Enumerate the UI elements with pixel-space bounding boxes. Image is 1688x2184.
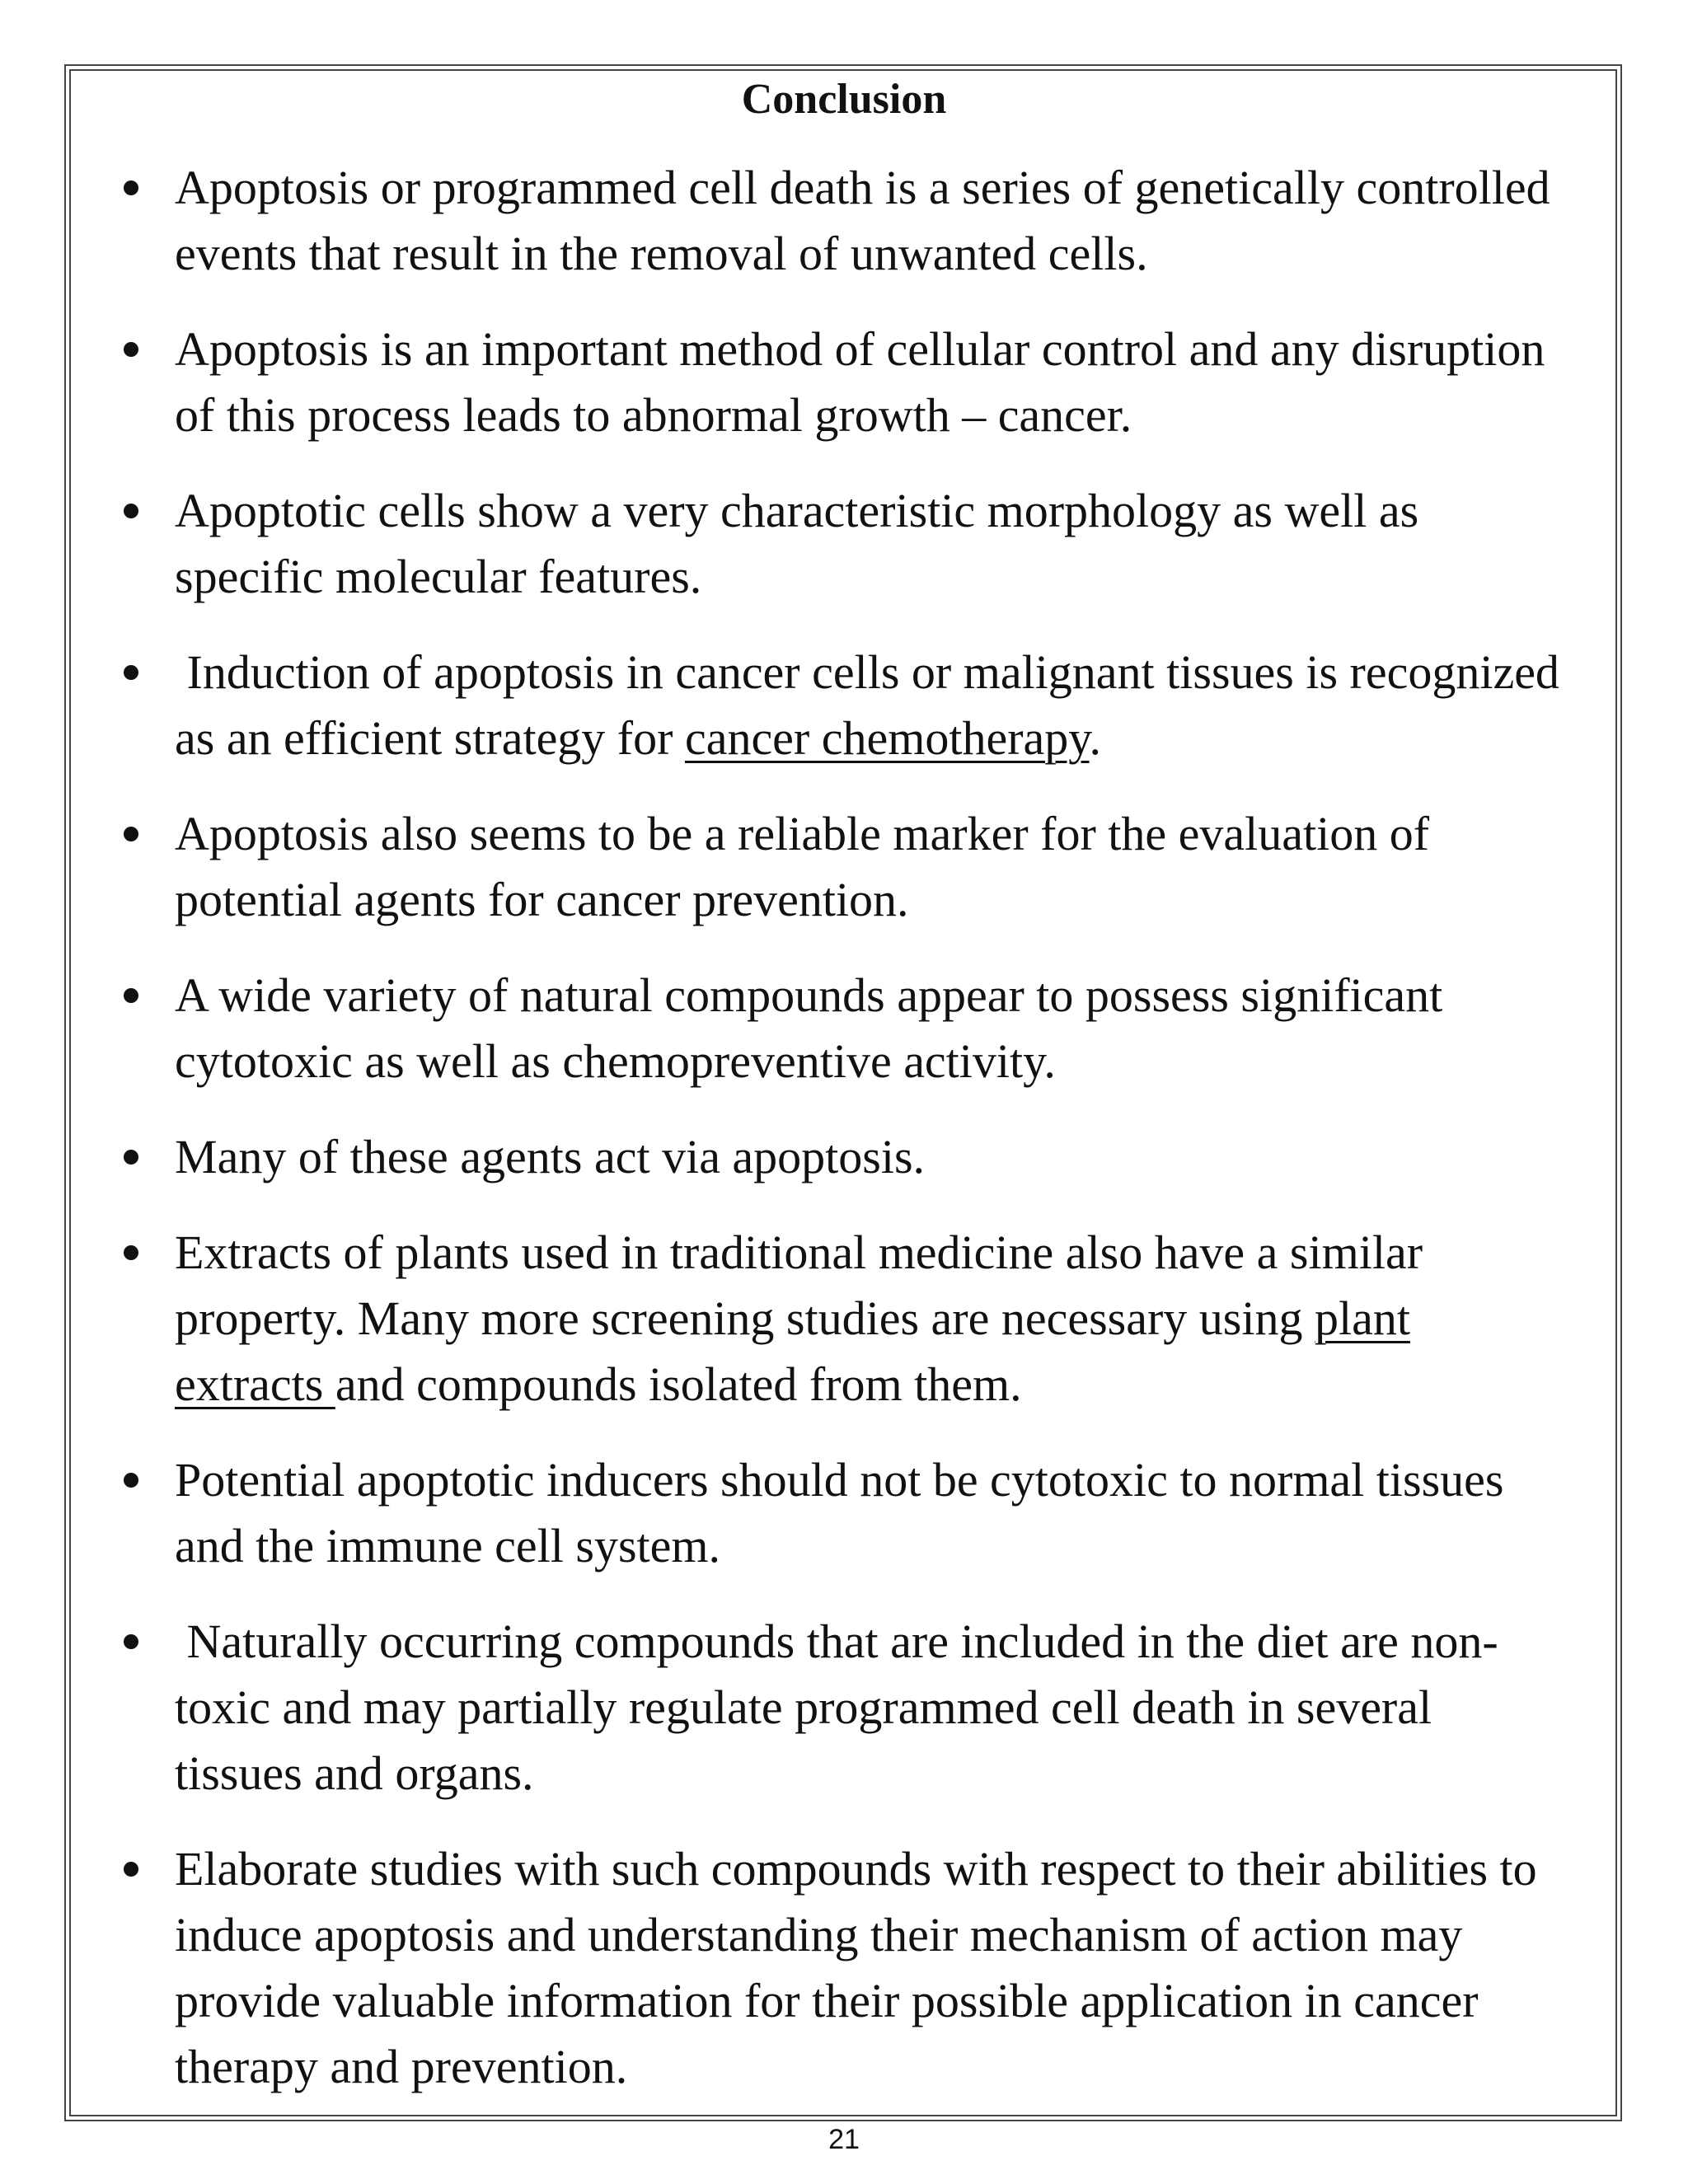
bullet-icon [124, 342, 138, 357]
bullet-text: specific molecular features. [175, 550, 702, 603]
bullet-text: Extracts of plants used in traditional medicine also have a similar [175, 1226, 1423, 1279]
bullet-text: Naturally occurring compounds that are included in the diet are non- [175, 1615, 1498, 1668]
bullet-text: therapy and prevention. [175, 2040, 628, 2093]
bullet-line [175, 155, 1624, 221]
bullet-text: and the immune cell system. [175, 1519, 721, 1572]
bullet-item [115, 1220, 1624, 1418]
underlined-term: extracts [175, 1357, 335, 1411]
bullet-text: tissues and organs. [175, 1746, 534, 1800]
bullet-line [175, 1968, 1624, 2034]
bullet-text: . [1089, 711, 1101, 765]
bullet-line [175, 1220, 1624, 1286]
underlined-term: cancer chemotherapy [684, 711, 1090, 765]
bullet-line [175, 1836, 1624, 1902]
bullet-icon [124, 1862, 138, 1877]
bullet-icon [124, 1634, 138, 1649]
bullet-line [175, 316, 1624, 382]
bullet-text: Apoptosis also seems to be a reliable marker for the evaluation of [175, 807, 1430, 860]
bullet-text: as an efficient strategy for [175, 711, 685, 765]
bullet-text: Apoptosis is an important method of cellular control and any disruption [175, 322, 1545, 376]
page-title: Conclusion [741, 76, 947, 123]
page-number: 21 [828, 2124, 860, 2155]
underlined-term: plant [1314, 1291, 1410, 1345]
bullet-line [175, 1513, 1624, 1579]
bullet-text: provide valuable information for their possible application in cancer [175, 1974, 1479, 2027]
bullet-item [115, 155, 1624, 287]
bullet-text: Apoptotic cells show a very characteristic morphology as well as [175, 484, 1419, 537]
bullet-item [115, 1609, 1624, 1807]
bullet-text: toxic and may partially regulate programmed cell death in several [175, 1680, 1432, 1734]
bullet-line [175, 1741, 1624, 1807]
bullet-icon [124, 180, 138, 195]
bullet-text: A wide variety of natural compounds appear to possess significant [175, 968, 1443, 1022]
bullet-icon [124, 665, 138, 680]
bullet-line [175, 1447, 1624, 1513]
bullet-item [115, 1447, 1624, 1579]
bullet-line [175, 1902, 1624, 1968]
bullet-icon [124, 827, 138, 841]
bullet-text: property. Many more screening studies are necessary using [175, 1291, 1315, 1345]
bullet-item [115, 963, 1624, 1094]
bullet-icon [124, 504, 138, 518]
bullet-icon [124, 1245, 138, 1260]
bullet-line [175, 705, 1624, 771]
bullet-line [175, 2034, 1624, 2100]
bullet-text: Induction of apoptosis in cancer cells or malignant tissues is recognized [175, 645, 1559, 699]
bullet-line [175, 867, 1624, 933]
bullet-line [175, 1029, 1624, 1094]
bullet-line [175, 382, 1624, 448]
bullet-line [175, 478, 1624, 544]
bullet-text: potential agents for cancer prevention. [175, 873, 909, 926]
bullet-line [175, 1675, 1624, 1741]
bullet-text: and compounds isolated from them. [335, 1357, 1022, 1411]
bullet-icon [124, 1150, 138, 1165]
bullet-item [115, 801, 1624, 933]
bullet-line [175, 221, 1624, 287]
bullet-line [175, 801, 1624, 867]
bullet-icon [124, 988, 138, 1003]
bullet-text: of this process leads to abnormal growth – cancer. [175, 388, 1132, 442]
bullet-text: cytotoxic as well as chemopreventive activity. [175, 1034, 1056, 1088]
bullet-line [175, 1609, 1624, 1675]
bullet-text: Apoptosis or programmed cell death is a series of genetically controlled [175, 161, 1550, 214]
conclusion-bullet-list [115, 155, 1624, 2130]
bullet-icon [124, 1473, 138, 1488]
bullet-item [115, 640, 1624, 771]
bullet-item [115, 1124, 1624, 1190]
bullet-line [175, 963, 1624, 1029]
bullet-item [115, 1836, 1624, 2100]
bullet-text: events that result in the removal of unwanted cells. [175, 227, 1148, 280]
bullet-line [175, 544, 1624, 610]
bullet-line [175, 640, 1624, 705]
bullet-text: Potential apoptotic inducers should not be cytotoxic to normal tissues [175, 1453, 1504, 1507]
bullet-text: Elaborate studies with such compounds with respect to their abilities to [175, 1842, 1537, 1896]
bullet-line [175, 1286, 1624, 1352]
bullet-line [175, 1124, 1624, 1190]
bullet-item [115, 316, 1624, 448]
bullet-text: Many of these agents act via apoptosis. [175, 1130, 926, 1183]
bullet-text: induce apoptosis and understanding their mechanism of action may [175, 1908, 1463, 1961]
bullet-item [115, 478, 1624, 610]
bullet-line [175, 1352, 1624, 1418]
